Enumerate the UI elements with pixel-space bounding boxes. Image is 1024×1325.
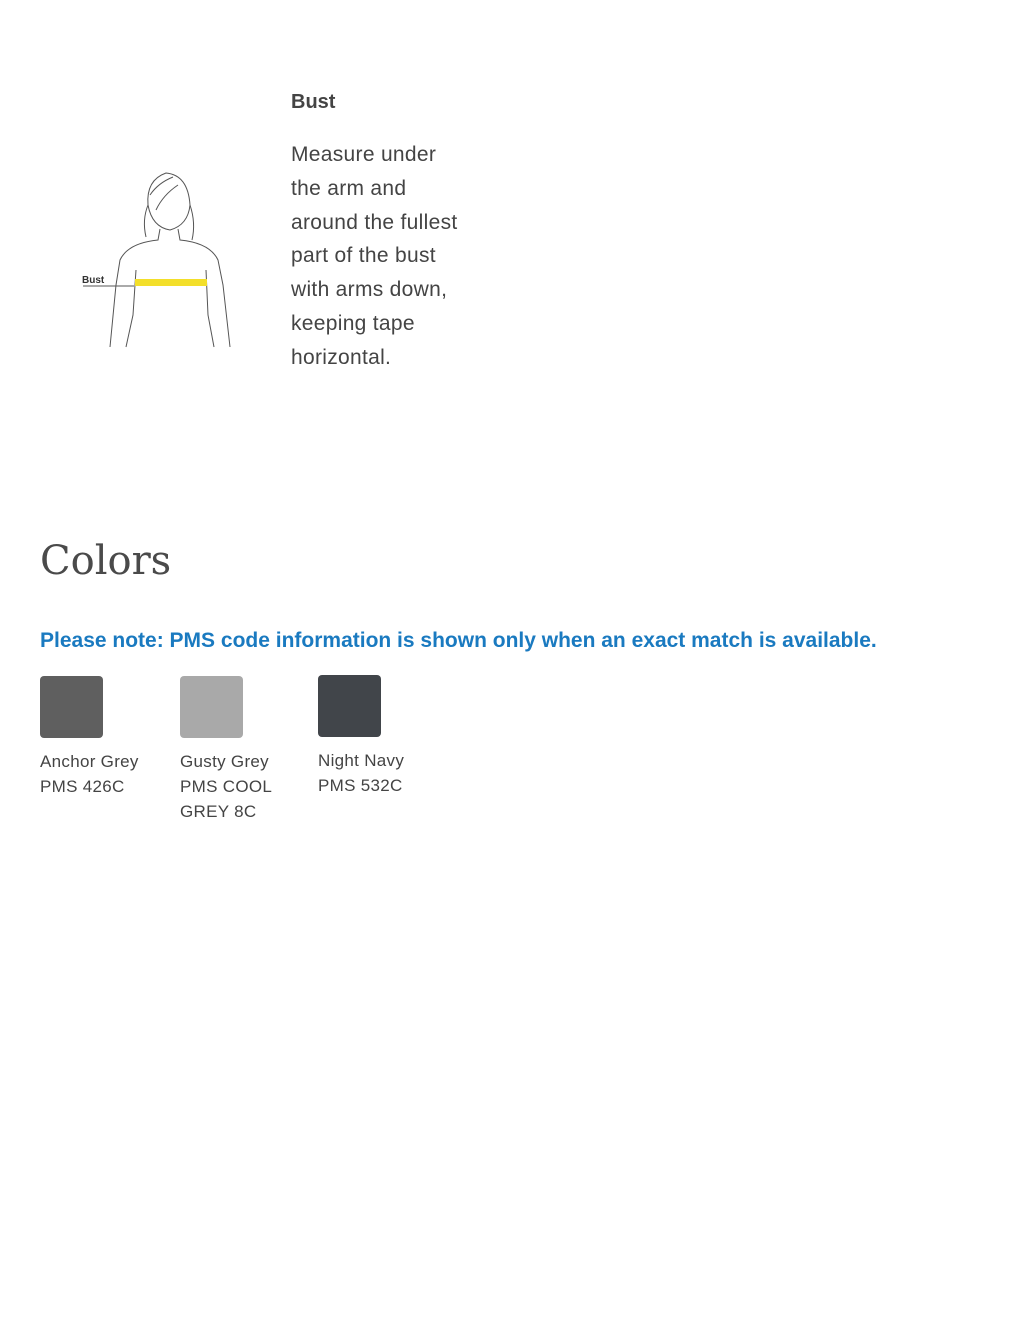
swatch-code: PMS 426C [40,777,125,796]
colors-heading: Colors [40,538,172,584]
swatch-name: Night Navy [318,751,405,770]
color-swatch-gusty-grey [180,676,290,824]
bust-description: Measure under the arm and around the fullest part of the bust with arms down, keeping tape horizontal. [291,143,458,369]
swatch-chip [40,676,103,738]
bust-heading: Bust [291,91,336,113]
swatch-code: PMS 532C [318,776,403,795]
figure-label: Bust [82,275,105,286]
swatch-chip [318,675,381,737]
color-swatch-anchor-grey [40,676,170,799]
swatch-name: Gusty Grey [180,752,269,771]
bust-measurement-illustration [78,165,238,355]
swatch-chip [180,676,243,738]
measuring-tape [135,279,207,286]
swatch-name: Anchor Grey [40,752,139,771]
color-swatch-night-navy [318,675,448,798]
pms-note: Please note: PMS code information is shown only when an exact match is available. [40,629,877,652]
swatch-code: PMS COOL GREY 8C [180,777,272,821]
